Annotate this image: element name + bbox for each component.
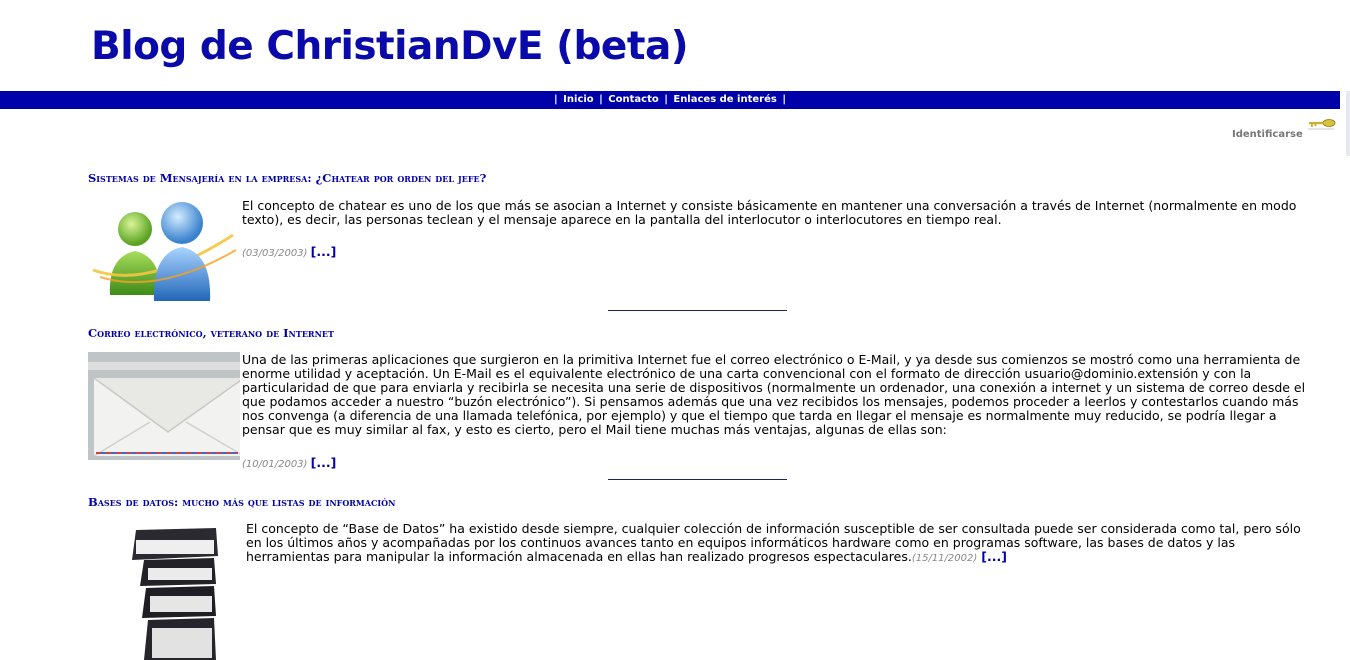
nav-separator: | bbox=[599, 94, 603, 105]
nav-link-enlaces[interactable]: Enlaces de interés bbox=[673, 94, 777, 105]
site-header bbox=[0, 0, 1350, 91]
post-date: (15/11/2002) bbox=[911, 553, 978, 564]
nav-separator: | bbox=[664, 94, 668, 105]
post-title[interactable]: Sistemas de Mensajería en la empresa: ¿Chatear por orden del jefe? bbox=[88, 171, 487, 185]
book-stack-photo bbox=[88, 520, 240, 660]
post-text bbox=[246, 522, 1312, 566]
post-text: El concepto de chatear es uno de los que más se asocian a Internet y consiste básicamente en mantener una conversación a través de Internet (normalmente en modo texto), es decir, las personas teclean y el mensaje aparece en la pantalla del interlocutor o interlocutores en tiempo real. bbox=[242, 198, 1297, 227]
key-icon[interactable] bbox=[1306, 117, 1336, 131]
login-link[interactable]: Identificarse bbox=[1232, 129, 1303, 140]
post-divider bbox=[608, 310, 787, 311]
post-text: Una de las primeras aplicaciones que surgieron en la primitiva Internet fue el correo electrónico o E-Mail, y ya desde sus comienzos se mostró como una herramienta de enorme utilidad y aceptación. Un E-Mail es el equivalente electrónico de una carta convencional con el formato de dirección usuario@dominio.extensión y con la particularidad de que para enviarla y recibirla se necesita una serie de dispositivos (normalmente un ordenador, una conexión a internet y un sistema de correo desde el que podamos acceder a nuestro “buzón electrónico”). Si pensamos además que una vez recibidos los mensajes, podemos proceder a leerlos y contestarlos cuando más nos convenga (a diferencia de una llamada telefónica, por ejemplo) y que el tiempo que tarda en llegar el mensaje es normalmente muy reducido, se podría llegar a pensar que es muy similar al fax, y esto es cierto, pero el Mail tiene muchas más ventajas, algunas de ellas son: bbox=[242, 352, 1306, 437]
site-title[interactable]: Blog de ChristianDvE (beta) bbox=[91, 24, 689, 69]
read-more-link[interactable]: [...] bbox=[981, 549, 1007, 564]
post-date: (10/01/2003) bbox=[242, 459, 308, 470]
post-title[interactable]: Correo electrónico, veterano de Internet bbox=[88, 326, 334, 340]
nav-link-inicio[interactable]: Inicio bbox=[563, 94, 594, 105]
envelope-photo bbox=[88, 352, 240, 460]
post-meta bbox=[242, 455, 336, 470]
post-text-body: El concepto de “Base de Datos” ha existido desde siempre, cualquier colección de información susceptible de ser consultada puede ser considerada como tal, pero sólo en los últimos años y acompañadas por los continuos avances tanto en equipos informáticos hardware como en programas software, las bases de datos y las herramientas para manipular la información almacenada en ellas han realizado progresos espectaculares. bbox=[246, 521, 1301, 564]
read-more-link[interactable]: [...] bbox=[310, 244, 337, 259]
nav-separator: | bbox=[782, 94, 786, 105]
messenger-users-icon bbox=[88, 195, 238, 305]
read-more-link[interactable]: [...] bbox=[310, 455, 337, 470]
page-edge bbox=[1346, 91, 1350, 156]
nav-link-contacto[interactable]: Contacto bbox=[608, 94, 659, 105]
post-divider bbox=[608, 479, 787, 480]
post-date: (03/03/2003) bbox=[242, 248, 308, 259]
post-meta bbox=[242, 244, 336, 259]
post-title[interactable]: Bases de datos: mucho más que listas de información bbox=[88, 495, 396, 509]
nav-separator: | bbox=[554, 94, 558, 105]
nav-bar bbox=[0, 91, 1340, 109]
